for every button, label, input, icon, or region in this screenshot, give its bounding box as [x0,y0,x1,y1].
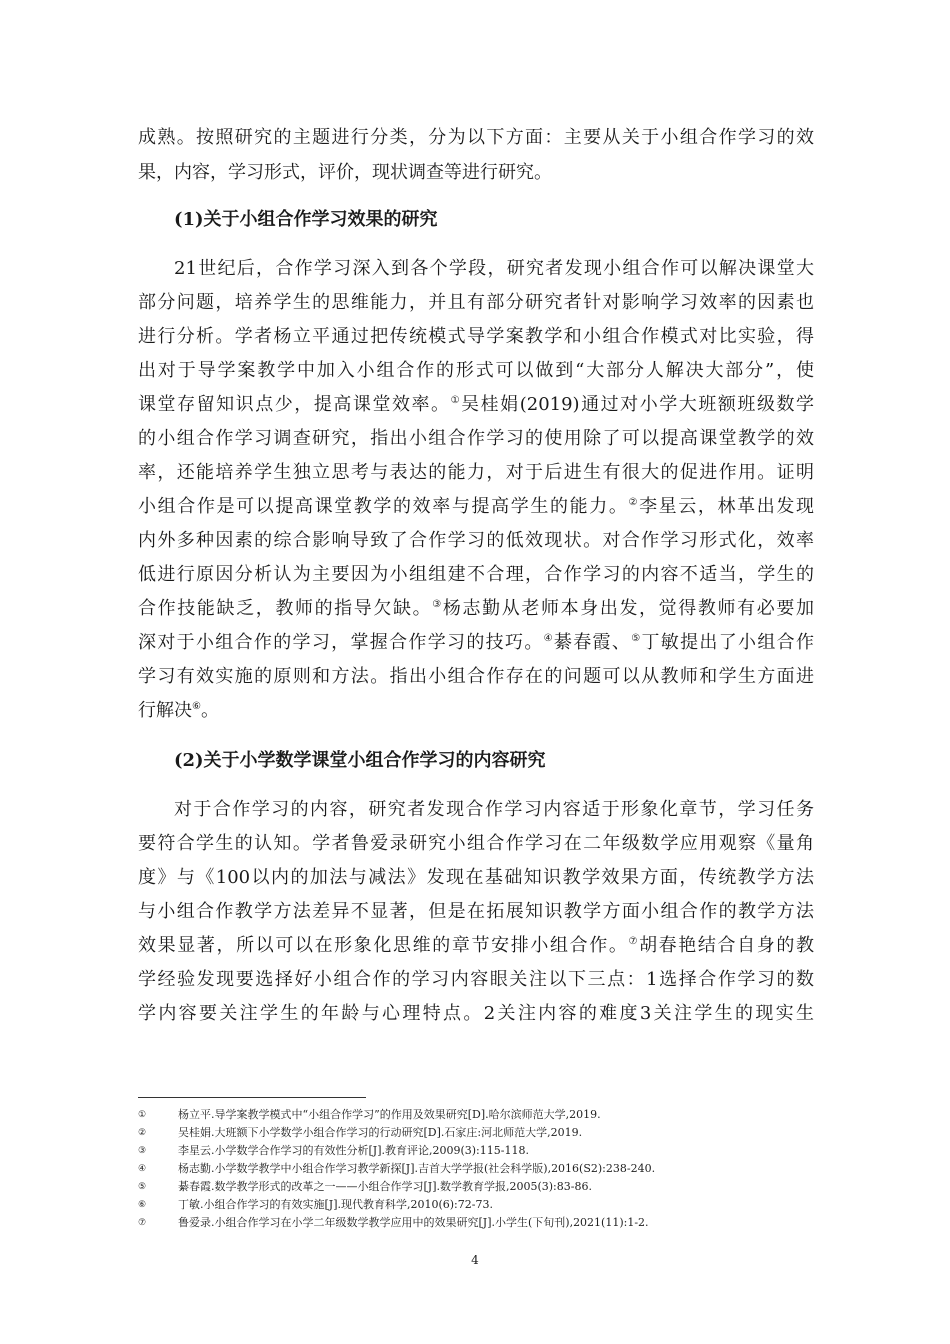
text-span: 胡春艳结合自身的教 [639,935,815,956]
body-text-line: 进行分析。学者杨立平通过把传统模式导学案教学和小组合作模式对比实验，得 [138,326,814,347]
body-text-line [138,599,814,619]
footnote-mark[interactable]: ⑤ [631,633,642,644]
body-text-line: 的小组合作学习调查研究，指出小组合作学习的使用除了可以提高课堂教学的效 [138,428,814,449]
footnote-text: 李星云.小学数学合作学习的有效性分析[J].教育评论,2009(3):115-118. [178,1144,529,1157]
text-span: 杨志勤从老师本身出发，觉得教师有必要加 [442,598,815,619]
footnote-text: 吴桂娟.大班额下小学数学小组合作学习的行动研究[D].石家庄:河北师范大学,2019. [178,1126,583,1139]
footnote-text: 丁敏.小组合作学习的有效实施[J].现代教育科学,2010(6):72-73. [178,1198,493,1211]
text-span: 吴桂娟(2019)通过对小学大班额班级数学 [461,394,815,415]
page-number: 4 [471,1253,479,1267]
footnote [138,1198,493,1212]
body-text-line: 要符合学生的认知。学者鲁爱录研究小组合作学习在二年级数学应用观察《量角 [138,833,814,854]
text-span: 綦春霞、 [553,632,632,653]
section-heading: (2)关于小学数学课堂小组合作学习的内容研究 [174,750,546,771]
body-text-line: 成熟。按照研究的主题进行分类，分为以下方面：主要从关于小组合作学习的效 [138,127,814,148]
footnote-mark[interactable]: ⑦ [628,936,640,947]
footnote [138,1216,649,1230]
footnote-number: ① [138,1110,147,1120]
footnote-mark[interactable]: ④ [543,633,554,644]
text-span: 丁敏提出了小组合作 [641,632,814,653]
body-text-line: 学内容要关注学生的年龄与心理特点。2关注内容的难度3关注学生的现实生 [138,1003,814,1024]
footnote-number: ⑥ [138,1200,147,1210]
text-span: 课堂存留知识点少，提高课堂效率。 [138,394,451,415]
section-heading: (1)关于小组合作学习效果的研究 [174,209,438,230]
footnote-text: 杨志勤.小学数学教学中小组合作学习教学新探[J].吉首大学学报(社会科学版),2016(S2):238-240. [178,1162,656,1175]
body-text-line [138,395,814,415]
footnote-mark[interactable]: ⑥ [192,701,201,712]
footnote-mark[interactable]: ① [450,395,462,406]
body-text-line: 内外多种因素的综合影响导致了合作学习的低效现状。对合作学习形式化，效率 [138,530,814,551]
text-span: 李星云，林革出发现 [639,496,815,517]
body-text-line: 部分问题，培养学生的思维能力，并且有部分研究者针对影响学习效率的因素也 [138,292,814,313]
body-text-line: 21世纪后，合作学习深入到各个学段，研究者发现小组合作可以解决课堂大 [174,258,814,279]
footnote [138,1108,601,1122]
footnote-separator [138,1097,366,1098]
text-span: 行解决 [138,700,192,721]
body-text-line: 出对于导学案教学中加入小组合作的形式可以做到“大部分人解决大部分”，使 [138,360,814,381]
body-text-line: 对于合作学习的内容，研究者发现合作学习内容适于形象化章节，学习任务 [174,799,814,820]
body-text-line [138,936,814,956]
footnote-mark[interactable]: ② [628,497,640,508]
body-text-line [138,701,814,721]
body-text-line: 学经验发现要选择好小组合作的学习内容眼关注以下三点：1选择合作学习的数 [138,969,814,990]
body-text-line: 果，内容，学习形式，评价，现状调查等进行研究。 [138,162,552,183]
body-text-line: 度》与《100以内的加法与减法》发现在基础知识教学效果方面，传统教学方法 [138,867,814,888]
footnote-text: 杨立平.导学案教学模式中“小组合作学习”的作用及效果研究[D].哈尔滨师范大学,2019. [178,1108,601,1121]
body-text-line: 低进行原因分析认为主要因为小组组建不合理，合作学习的内容不适当，学生的 [138,564,814,585]
text-span: 。 [200,700,219,721]
body-text-line: 率，还能培养学生独立思考与表达的能力，对于后进生有很大的促进作用。证明 [138,462,814,483]
body-text-line [138,497,814,517]
footnote-text: 綦春霞.数学教学形式的改革之一——小组合作学习[J].数学教育学报,2005(3):83-86. [178,1180,592,1193]
footnote [138,1126,582,1140]
footnote-number: ⑤ [138,1182,147,1192]
footnote-number: ④ [138,1164,147,1174]
text-span: 深对于小组合作的学习，掌握合作学习的技巧。 [138,632,544,653]
footnote [138,1162,655,1176]
body-text-line: 与小组合作教学方法差异不显著，但是在拓展知识教学方面小组合作的教学方法 [138,901,814,922]
footnote-text: 鲁爱录.小组合作学习在小学二年级数学教学应用中的效果研究[J].小学生(下旬刊),2021(11):1-2. [178,1216,649,1229]
body-text-line [138,633,814,653]
body-text-line: 学习有效实施的原则和方法。指出小组合作存在的问题可以从教师和学生方面进 [138,666,814,687]
text-span: 小组合作是可以提高课堂教学的效率与提高学生的能力。 [138,496,629,517]
footnote-mark[interactable]: ③ [432,599,443,610]
footnote-number: ② [138,1128,147,1138]
footnote [138,1180,592,1194]
footnote [138,1144,529,1158]
footnote-number: ⑦ [138,1218,147,1228]
footnote-number: ③ [138,1146,147,1156]
text-span: 合作技能缺乏，教师的指导欠缺。 [138,598,433,619]
text-span: 效果显著，所以可以在形象化思维的章节安排小组合作。 [138,935,629,956]
